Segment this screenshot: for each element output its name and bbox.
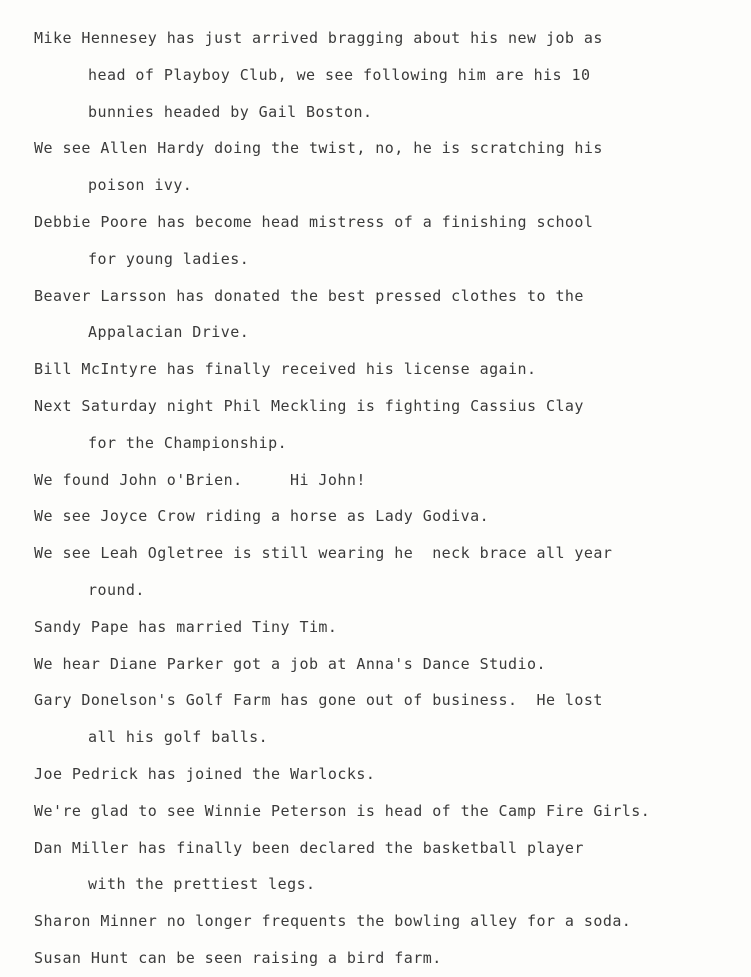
text-line: Debbie Poore has become head mistress of a finishing school (34, 212, 594, 231)
text-line: round. (88, 580, 145, 599)
text-line: Bill McIntyre has finally received his license again. (34, 360, 537, 379)
text-line: We found John o'Brien. Hi John! (34, 470, 366, 489)
text-line: We see Leah Ogletree is still wearing he neck brace all year (34, 544, 613, 563)
text-line: We're glad to see Winnie Peterson is head of the Camp Fire Girls. (34, 801, 651, 820)
text-line: Susan Hunt can be seen raising a bird farm. (34, 948, 442, 967)
text-line: all his golf balls. (88, 728, 269, 747)
text-line: Gary Donelson's Golf Farm has gone out of business. He lost (34, 691, 603, 710)
text-line: with the prettiest legs. (88, 875, 316, 894)
text-line: for the Championship. (88, 433, 288, 452)
text-line: We hear Diane Parker got a job at Anna's Dance Studio. (34, 654, 546, 673)
text-line: Sharon Minner no longer frequents the bowling alley for a soda. (34, 912, 632, 931)
text-line: poison ivy. (88, 176, 193, 195)
text-line: Next Saturday night Phil Meckling is fighting Cassius Clay (34, 396, 584, 415)
text-line: Sandy Pape has married Tiny Tim. (34, 617, 338, 636)
text-line: We see Joyce Crow riding a horse as Lady Godiva. (34, 507, 490, 526)
text-line: head of Playboy Club, we see following him are his 10 (88, 65, 591, 84)
text-line: bunnies headed by Gail Boston. (88, 102, 373, 121)
text-line: Mike Hennesey has just arrived bragging about his new job as (34, 29, 603, 47)
text-line: Appalacian Drive. (88, 323, 250, 342)
text-line: We see Allen Hardy doing the twist, no, he is scratching his (34, 139, 603, 158)
text-line: Joe Pedrick has joined the Warlocks. (34, 764, 376, 783)
text-line: Dan Miller has finally been declared the basketball player (34, 838, 584, 857)
text-line: for young ladies. (88, 249, 250, 268)
text-line: Beaver Larsson has donated the best pressed clothes to the (34, 286, 584, 305)
